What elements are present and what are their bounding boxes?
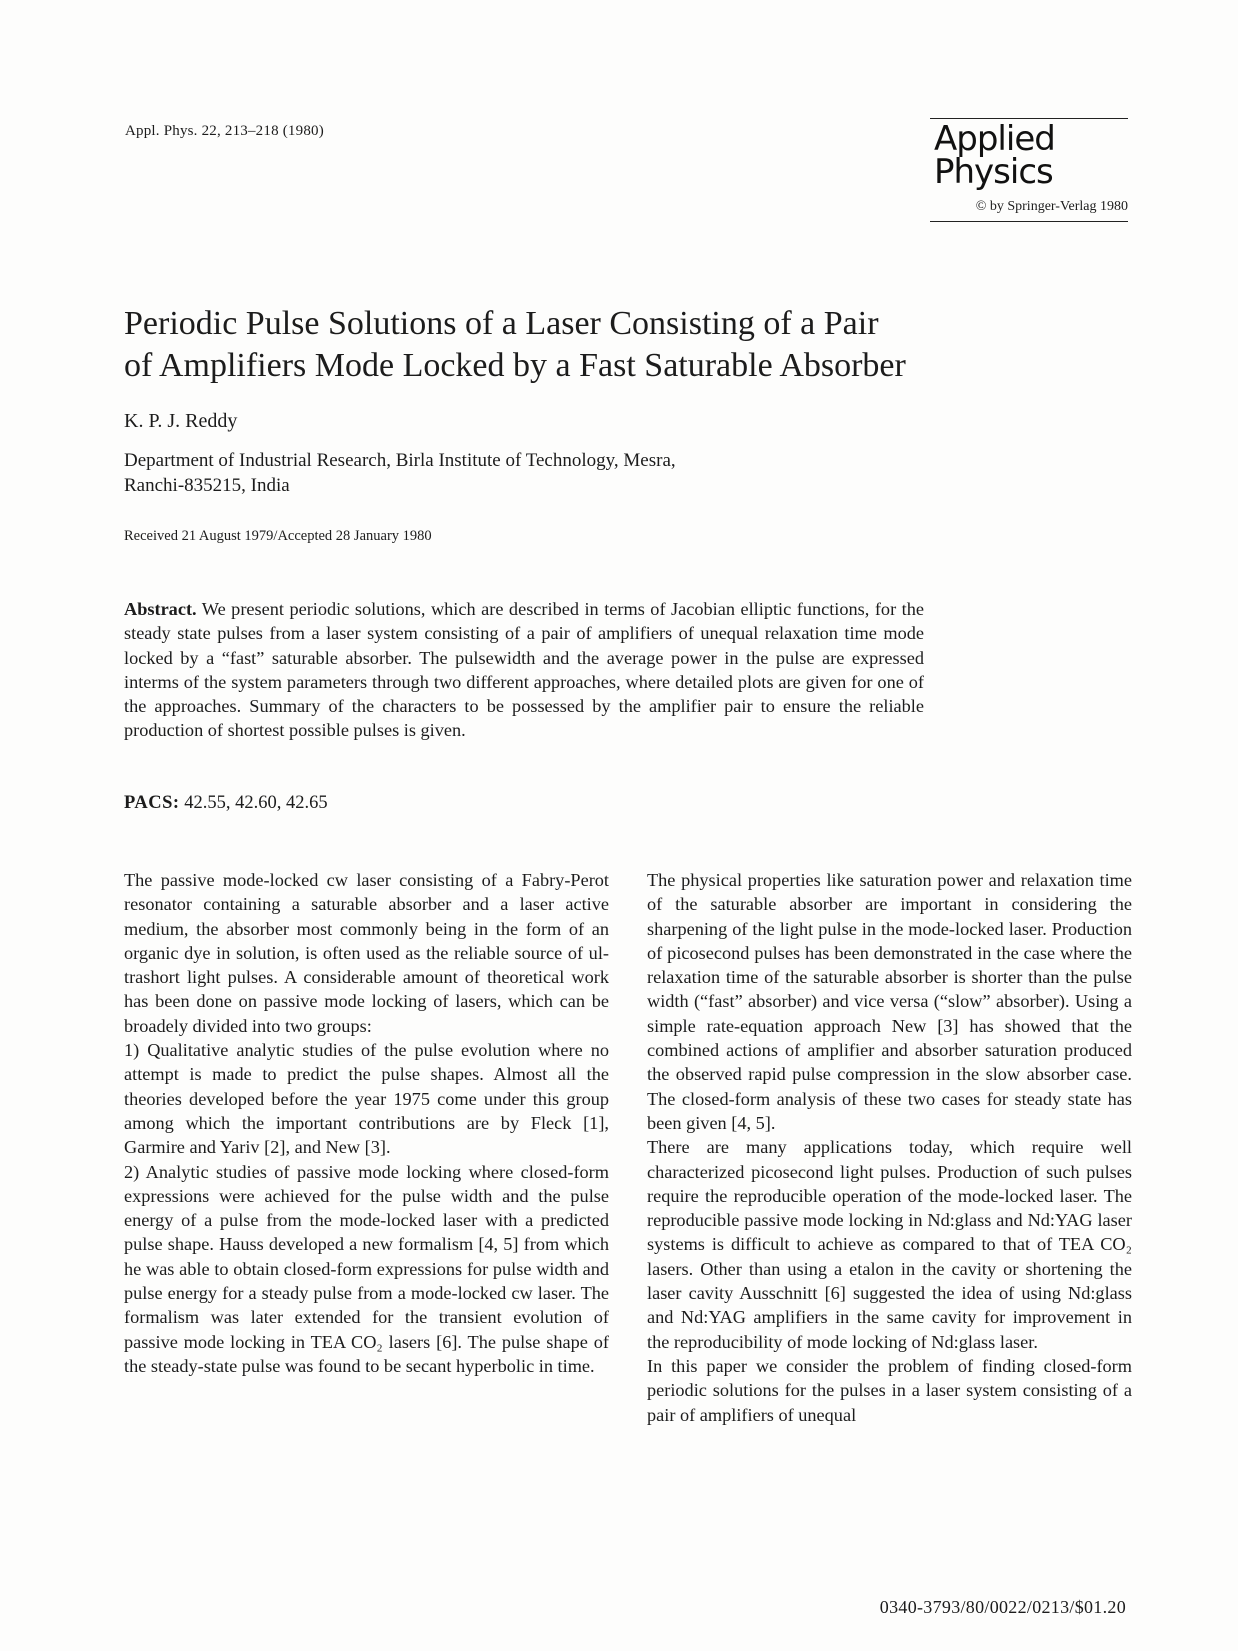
abstract-text: We present periodic solutions, which are described in terms of Jacobian elliptic functions, for the steady state pulses from a laser system consisting of a pair of amplifiers of unequal relaxation time mode locked by a “fast” saturable absorber. The pulsewidth and the average power in the pulse are expressed interms of the system parameters through two different approaches, where detailed plots are given for one of the approaches. Summary of the characters to be possessed by the amplifier pair to ensure the reliable production of shortest possible pulses is given. bbox=[124, 599, 924, 741]
paragraph: In this paper we consider the problem of finding closed-form periodic solutions for the pulses in a laser system consisting of a pair of amplifiers of unequal bbox=[647, 1355, 1132, 1425]
author-affiliation bbox=[124, 448, 676, 498]
paragraph: The passive mode-locked cw laser consisting of a Fabry-Perot resonator containing a saturable absorber and a laser active medium, the absorber most commonly being in the form of an organic dye in solution, is often used as the reliable source of ultrashort light pulses. A considerable amount of theoretical work has been done on passive mode locking of lasers, which can be broadely divided into two groups: bbox=[124, 870, 609, 1036]
logo-bottom-rule bbox=[930, 221, 1128, 222]
paragraph: The physical properties like saturation power and relaxation time of the saturable absorber are important in considering the sharpening of the light pulse in the mode-locked laser. Production of picosecond pulses has been demonstrated in the case where the relaxation time of the saturable absorber is shorter than the pulse width (“fast” absorber) and vice versa (“slow” absorber). Using a simple rate-equation approach New [3] has showed that the combined actions of amplifier and absorber saturation produced the observed rapid pulse compression in the slow absorber case. The closed-form analysis of these two cases for steady state has been given [4, 5]. bbox=[647, 870, 1132, 1133]
journal-logo-line1: Applied bbox=[934, 119, 1055, 159]
affiliation-line-2: Ranchi-835215, India bbox=[124, 475, 290, 496]
journal-logo-line2: Physics bbox=[934, 152, 1053, 192]
article-code: 0340-3793/80/0022/0213/$01.20 bbox=[879, 1597, 1126, 1617]
title-line-2: of Amplifiers Mode Locked by a Fast Saturable Absorber bbox=[124, 347, 906, 384]
received-dates: Received 21 August 1979/Accepted 28 January 1980 bbox=[124, 528, 432, 544]
author-name: K. P. J. Reddy bbox=[124, 410, 238, 432]
pacs-label: PACS: bbox=[124, 793, 180, 813]
pacs-codes bbox=[124, 793, 328, 814]
pacs-values: 42.55, 42.60, 42.65 bbox=[184, 793, 328, 813]
abstract-label: Abstract. bbox=[124, 599, 197, 619]
paragraph: There are many applications today, which require well characterized picosecond light pulses. Production of such pulses require the reproducible operation of the mode-locked laser. The reproducible passive mode locking in Nd:glass and Nd:YAG laser systems is difficult to achieve as compared to that of TEA CO₂ lasers. Other than using a etalon in the cavity or shortening the laser cavity Ausschnitt [6] suggested the idea of using Nd:glass and Nd:YAG amplifiers in the same cavity for improvement in the reproducibility of mode locking of Nd:glass laser. bbox=[647, 1137, 1132, 1352]
article-title bbox=[124, 303, 1024, 387]
affiliation-line-1: Department of Industrial Research, Birla Institute of Technology, Mesra, bbox=[124, 450, 676, 471]
title-line-1: Periodic Pulse Solutions of a Laser Consisting of a Pair bbox=[124, 305, 879, 342]
abstract bbox=[124, 597, 924, 743]
body-column-right bbox=[647, 868, 1132, 1427]
journal-logo bbox=[934, 119, 1128, 192]
paragraph: 2) Analytic studies of passive mode locking where closed-form expressions were achieved for the pulse width and the pulse energy of a pulse from the mode-locked laser with a predicted pulse shape. Hauss developed a new formalism [4, 5] from which he was able to obtain closed-form expressions for pulse width and pulse energy for a steady pulse from a mode-locked cw laser. The formalism was later extended for the transient evolution of passive mode locking in TEA CO₂ lasers [6]. The pulse shape of the steady-state pulse was found to be secant hyperbolic in time. bbox=[124, 1161, 609, 1376]
paragraph: 1) Qualitative analytic studies of the pulse evolution where no attempt is made to predict the pulse shapes. Almost all the theories developed before the year 1975 come under this group among which the important contributions are by Fleck [1], Garmire and Yariv [2], and New [3]. bbox=[124, 1040, 609, 1158]
journal-logo-block bbox=[930, 118, 1128, 222]
body-column-left bbox=[124, 868, 609, 1378]
copyright-notice: © by Springer-Verlag 1980 bbox=[975, 199, 1128, 214]
journal-citation: Appl. Phys. 22, 213–218 (1980) bbox=[125, 123, 324, 139]
